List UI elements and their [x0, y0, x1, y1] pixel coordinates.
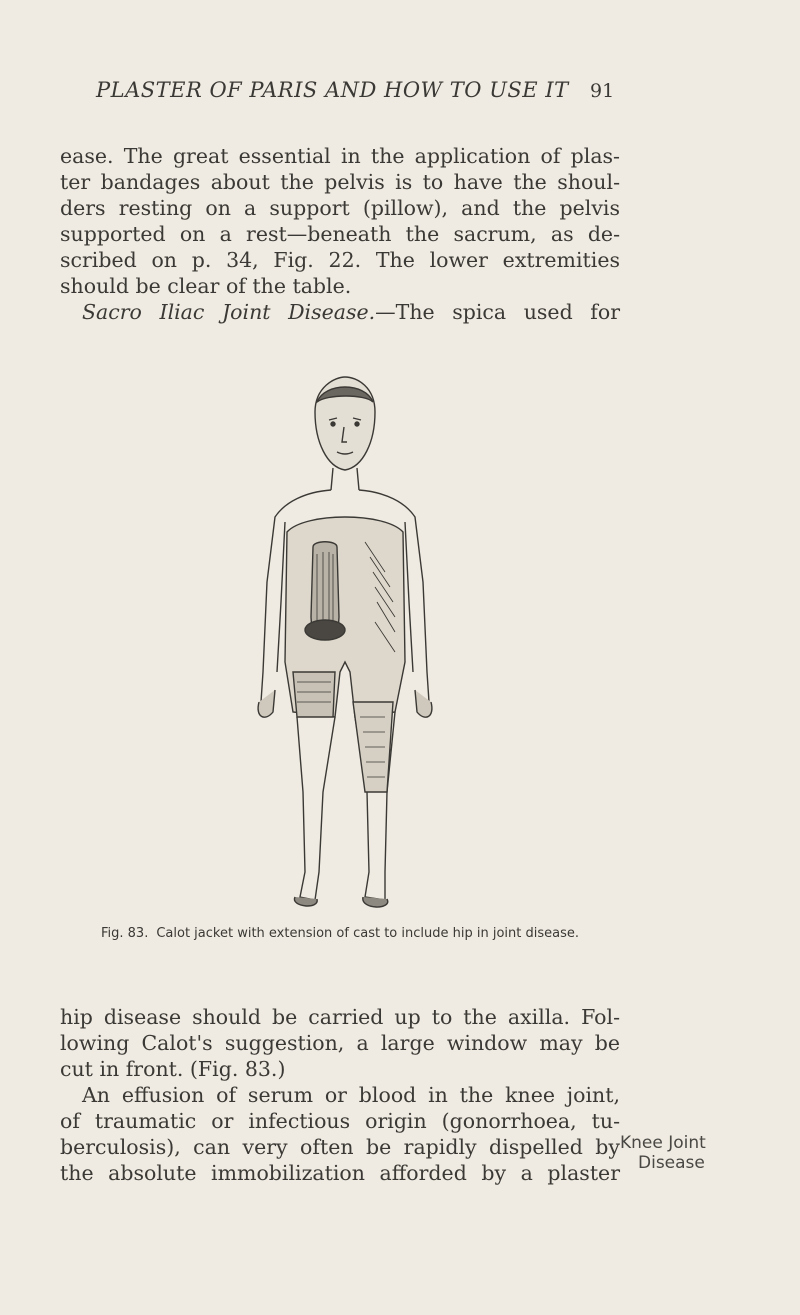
margin-note-line: Disease [638, 1153, 705, 1173]
running-title: PLASTER OF PARIS AND HOW TO USE IT [96, 78, 569, 102]
text-line: An effusion of serum or blood in the knee joint, [82, 1083, 620, 1107]
section-heading: Sacro Iliac Joint Disease. [82, 300, 376, 324]
page-number: 91 [590, 80, 615, 102]
margin-note-line: Knee Joint [620, 1133, 706, 1153]
text-line: ter bandages about the pelvis is to have the shoul- [60, 170, 620, 194]
paragraph-1 [60, 143, 620, 325]
figure-caption-text: Calot jacket with extension of cast to include hip in joint disease. [156, 926, 579, 941]
figure-caption [60, 925, 620, 942]
margin-note [620, 1133, 740, 1173]
text-line: hip disease should be carried up to the axilla. Fol- [60, 1005, 620, 1029]
section-heading-rest: —The spica used for [375, 300, 620, 324]
text-line: the absolute immobilization afforded by a plaster [60, 1161, 620, 1185]
text-line: supported on a rest—beneath the sacrum, as de- [60, 222, 620, 246]
text-line: cut in front. (Fig. 83.) [60, 1057, 286, 1081]
text-line: should be clear of the table. [60, 274, 352, 298]
section-heading-line [60, 299, 620, 325]
text-line: of traumatic or infectious origin (gonorrhoea, tu- [60, 1109, 620, 1133]
text-line: ders resting on a support (pillow), and the pelvis [60, 196, 620, 220]
figure-label: Fig. 83. [101, 926, 149, 941]
text-line: ease. The great essential in the application of plas- [60, 144, 620, 168]
paragraph-2 [60, 1004, 620, 1186]
text-line: scribed on p. 34, Fig. 22. The lower extremities [60, 248, 620, 272]
text-line: lowing Calot's suggestion, a large window may be [60, 1031, 620, 1055]
text-line: berculosis), can very often be rapidly dispelled by [60, 1135, 620, 1159]
calot-jacket-figure-illustration [245, 372, 445, 912]
